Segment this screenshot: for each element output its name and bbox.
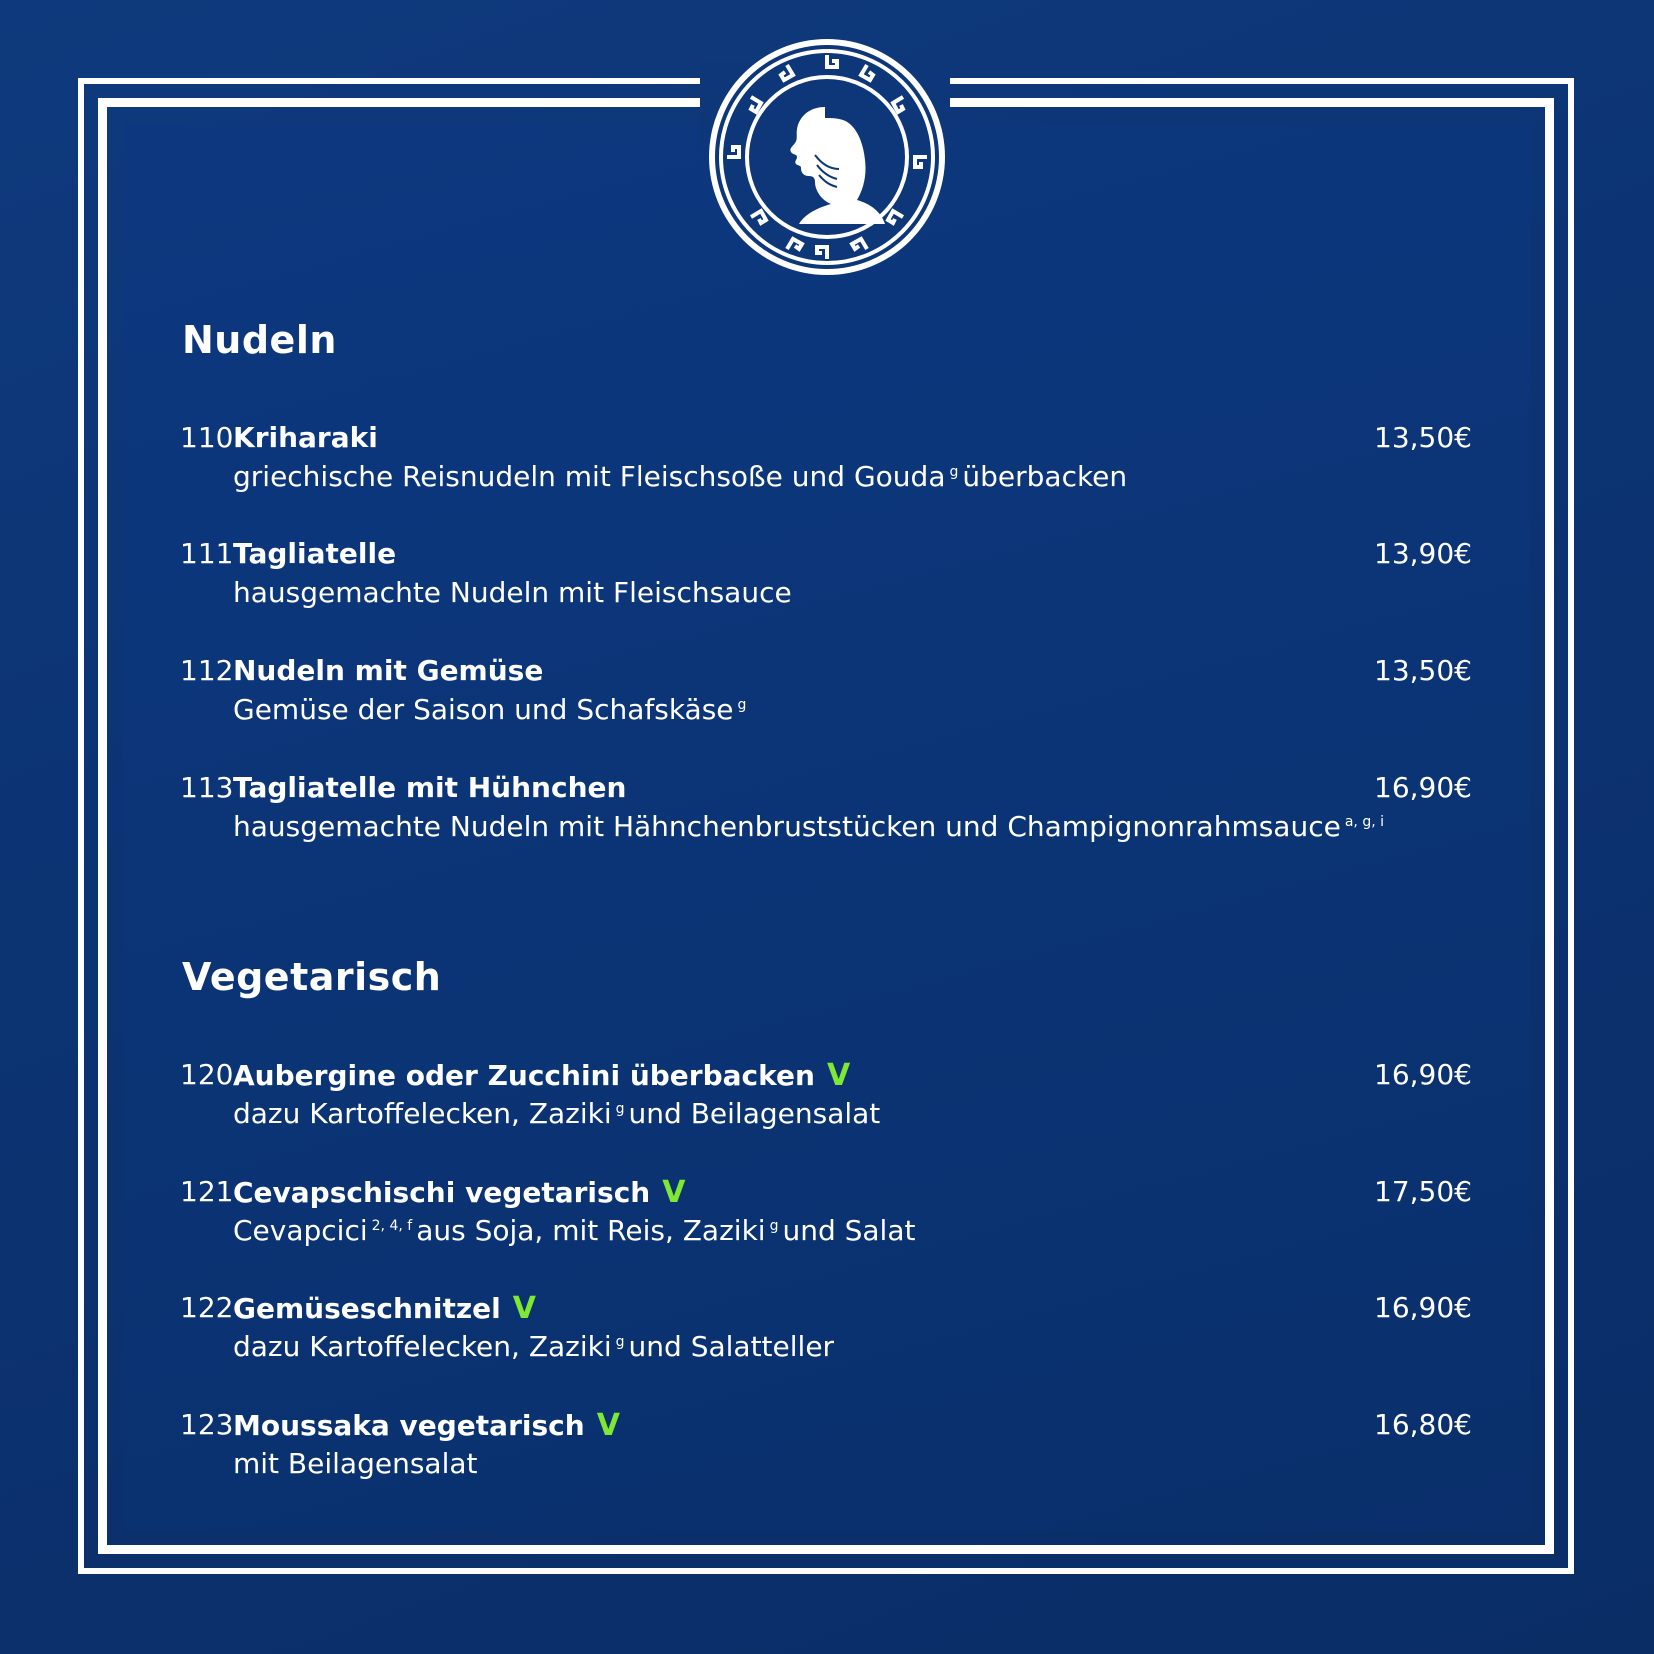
allergen-note: g xyxy=(615,1334,625,1350)
item-number: 120 xyxy=(180,1058,234,1091)
greek-philosopher-medallion-icon xyxy=(707,37,947,277)
menu-item xyxy=(180,1291,1472,1371)
menu-item xyxy=(180,654,1472,734)
item-number: 121 xyxy=(180,1175,234,1208)
vegetarian-badge: V xyxy=(512,1291,536,1326)
item-name xyxy=(233,1058,850,1093)
vegetarian-badge: V xyxy=(662,1175,686,1210)
allergen-note: g xyxy=(737,697,747,713)
item-description-text: dazu Kartoffelecken, Zaziki xyxy=(233,1330,612,1363)
item-price: 13,50€ xyxy=(1374,421,1472,454)
item-name xyxy=(233,1291,536,1326)
item-name xyxy=(233,1408,620,1443)
item-description-text-after: und Beilagensalat xyxy=(628,1097,881,1130)
item-description-text: hausgemachte Nudeln mit Hähnchenbruststücken und Champignonrahmsauce xyxy=(233,810,1341,843)
menu-item xyxy=(180,1408,1472,1488)
menu-item xyxy=(180,421,1472,501)
allergen-note: g xyxy=(615,1101,625,1117)
item-description xyxy=(233,460,1127,493)
item-description-text-after: und Salatteller xyxy=(628,1330,835,1363)
menu-item xyxy=(180,1175,1472,1255)
item-number: 123 xyxy=(180,1408,234,1441)
item-description-text: Gemüse der Saison und Schafskäse xyxy=(233,693,734,726)
section-title-vegetarisch: Vegetarisch xyxy=(182,955,442,999)
vegetarian-badge: V xyxy=(826,1058,851,1093)
item-price: 17,50€ xyxy=(1374,1175,1472,1208)
item-name-text: Gemüseschnitzel xyxy=(233,1292,501,1325)
item-name: Tagliatelle mit Hühnchen xyxy=(233,771,627,804)
item-description-text: hausgemachte Nudeln mit Fleischsauce xyxy=(233,576,792,609)
item-description-text: dazu Kartoffelecken, Zaziki xyxy=(233,1097,612,1130)
item-number: 112 xyxy=(180,654,234,687)
item-number: 113 xyxy=(180,771,234,804)
item-description-text: mit Beilagensalat xyxy=(233,1447,478,1480)
allergen-note: g xyxy=(949,464,959,480)
item-description xyxy=(233,1447,478,1480)
item-description-text: Cevapcici xyxy=(233,1214,368,1247)
item-number: 111 xyxy=(180,537,234,570)
item-name xyxy=(233,1175,685,1210)
item-name: Kriharaki xyxy=(233,421,378,454)
item-number: 122 xyxy=(180,1291,234,1324)
item-description xyxy=(233,576,792,609)
item-description xyxy=(233,1214,915,1247)
item-price: 13,90€ xyxy=(1374,537,1472,570)
item-price: 16,90€ xyxy=(1374,771,1472,804)
item-description xyxy=(233,1330,834,1363)
item-name: Nudeln mit Gemüse xyxy=(233,654,544,687)
item-description-text-mid: aus Soja, mit Reis, Zaziki xyxy=(416,1214,766,1247)
menu-item xyxy=(180,537,1472,617)
item-description-text: griechische Reisnudeln mit Fleischsoße und Gouda xyxy=(233,460,946,493)
item-name-text: Cevapschischi vegetarisch xyxy=(233,1176,651,1209)
vegetarian-badge: V xyxy=(596,1408,620,1443)
menu-item xyxy=(180,771,1472,851)
item-description xyxy=(233,810,1388,843)
item-name-text: Aubergine oder Zucchini überbacken xyxy=(233,1059,815,1092)
allergen-note: 2, 4, f xyxy=(371,1218,413,1234)
item-price: 13,50€ xyxy=(1374,654,1472,687)
item-description xyxy=(233,1097,880,1130)
item-number: 110 xyxy=(180,421,234,454)
allergen-note: a, g, i xyxy=(1344,814,1384,830)
allergen-note: g xyxy=(769,1218,779,1234)
item-price: 16,90€ xyxy=(1374,1058,1472,1091)
item-description xyxy=(233,693,750,726)
item-price: 16,90€ xyxy=(1374,1291,1472,1324)
section-title-nudeln: Nudeln xyxy=(182,318,337,362)
menu-item xyxy=(180,1058,1472,1138)
item-name-text: Moussaka vegetarisch xyxy=(233,1409,585,1442)
item-price: 16,80€ xyxy=(1374,1408,1472,1441)
item-description-text-after: und Salat xyxy=(782,1214,916,1247)
item-description-text-after: überbacken xyxy=(962,460,1128,493)
item-name: Tagliatelle xyxy=(233,537,397,570)
